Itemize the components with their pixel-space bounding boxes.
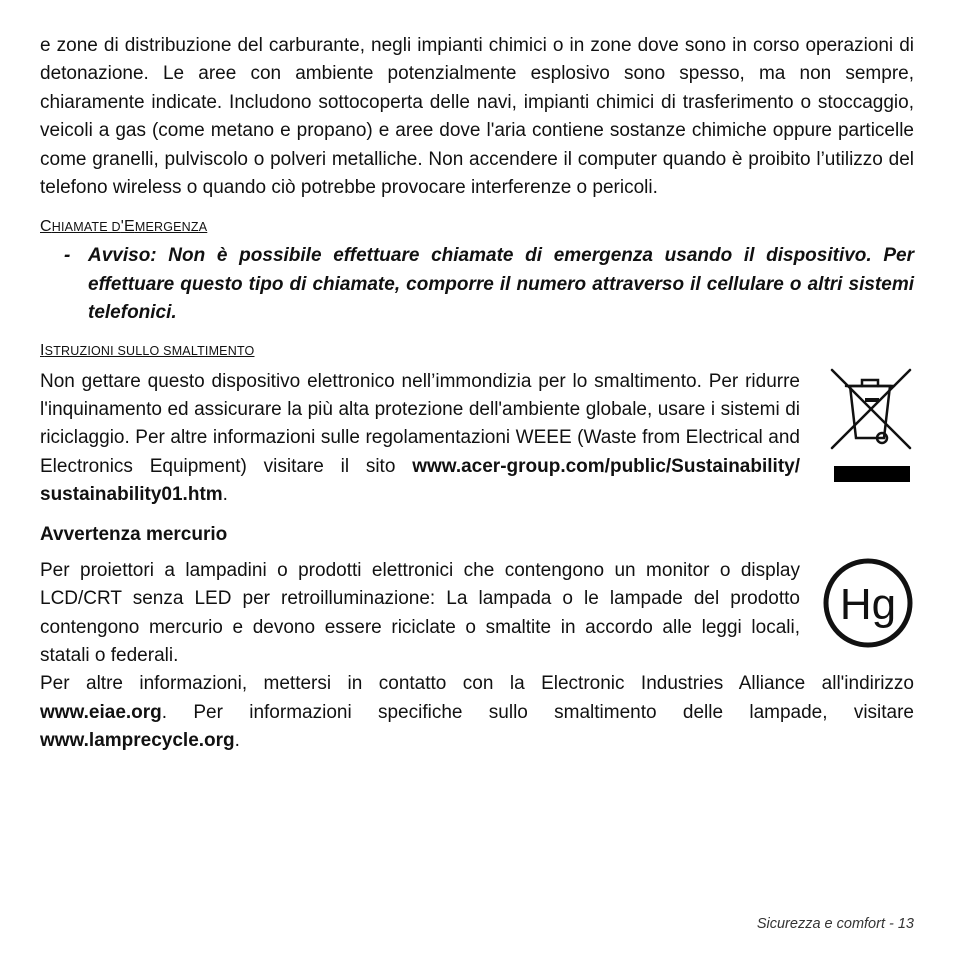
mercury-block — [40, 557, 914, 671]
weee-link[interactable]: www.acer-group.com/public/Sustainability/ sustainability01.htm — [40, 455, 800, 506]
bullet-dash: - — [64, 245, 71, 267]
emergency-warning — [40, 242, 914, 327]
disposal-paragraph: Non gettare questo dispositivo elettronico nell’immondizia per lo smaltimento. Per ridurre l'inquinamento ed assicurare la più alta protezione dell'ambiente globale, usare i sistemi di riciclaggio. Per altre informazioni sulle regolamentazioni WEEE (Waste from Electrical and Electronics Equipment) visitare il sito www.acer-group.com/public/Sustainability/ sustainability01.htm. — [40, 370, 800, 506]
mercury-hg-icon — [800, 557, 914, 649]
intro-paragraph: e zone di distribuzione del carburante, negli impianti chimici o in zone dove sono in corso operazioni di detonazione. Le aree con ambiente potenzialmente esplosivo sono spesso, ma non sempre, chiaramente indicate. Includono sottocoperta delle navi, impianti chimici di trasferimento o stoccaggio, veicoli a gas (come metano e propano) e aree dove l'aria contiene sostanze chimiche oppure particelle come granelli, pulviscolo o polveri metalliche. Non accendere il computer quando è proibito l’utilizzo del telefono wireless o quando ciò potrebbe provocare interferenze o pericoli. — [40, 35, 914, 199]
mercury-paragraph: Per proiettori a lampadini o prodotti elettronici che contengono un monitor o display LCD/CRT senza LED per retroilluminazione: La lampada o le lampade del prodotto contengono mercurio e devono essere riciclate o smaltite in accordo alle leggi locali, statali o federali. — [40, 559, 800, 666]
page-footer: Sicurezza e comfort - 13 — [756, 916, 914, 932]
mercury-contact-paragraph: Per altre informazioni, mettersi in contatto con la Electronic Industries Alliance all'indirizzo www.eiae.org. Per informazioni specifiche sullo smaltimento delle lampade, visitare www.lamprecycle.org. — [40, 673, 914, 752]
eiae-link[interactable]: www.eiae.org — [40, 701, 162, 723]
section-heading-emergency: CHIAMATE D'EMERGENZA — [40, 218, 208, 236]
disposal-block — [40, 368, 914, 510]
weee-bin-icon — [800, 368, 914, 486]
emergency-warning-text: Avviso: Non è possibile effettuare chiamate di emergenza usando il dispositivo. Per effettuare questo tipo di chiamate, comporre il numero attraverso il cellulare o altri sistemi telefonici. — [88, 245, 914, 324]
lamprecycle-link[interactable]: www.lamprecycle.org — [40, 730, 235, 752]
section-heading-disposal: ISTRUZIONI SULLO SMALTIMENTO — [40, 341, 255, 359]
hg-label: Hg — [839, 579, 897, 629]
mercury-heading: Avvertenza mercurio — [40, 523, 228, 545]
page-content — [40, 32, 914, 756]
